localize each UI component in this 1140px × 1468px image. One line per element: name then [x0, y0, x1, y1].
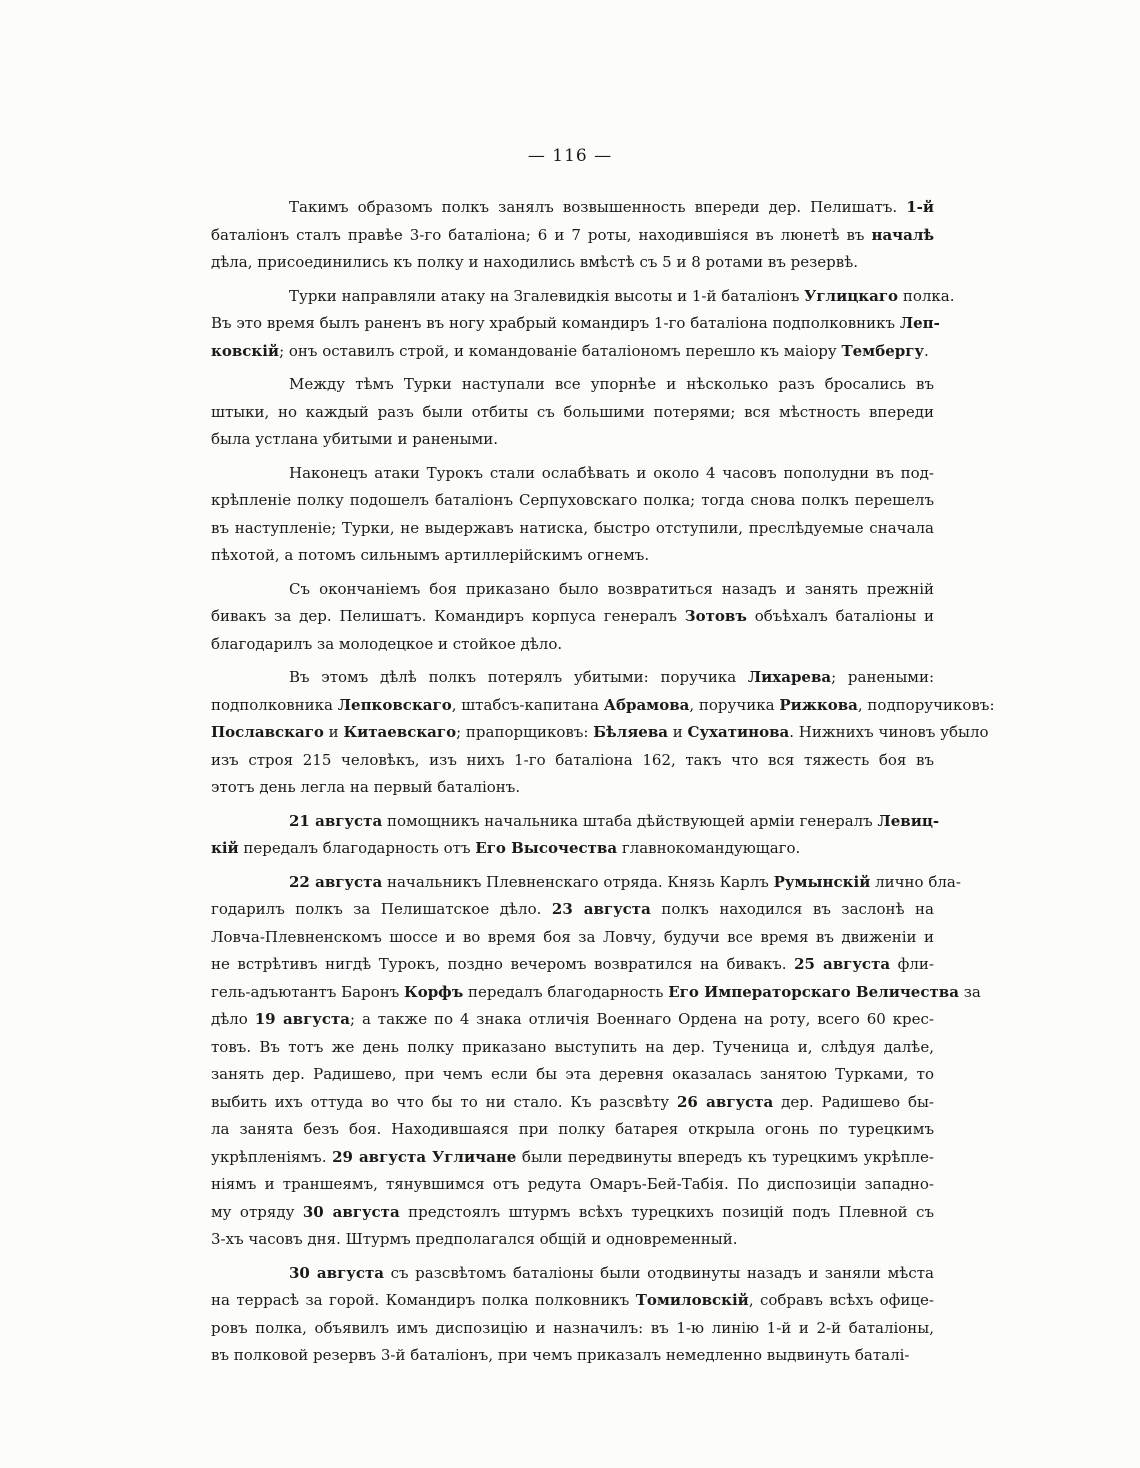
text-run: Румынскій [773, 872, 871, 891]
text-run: Томиловскій [635, 1291, 749, 1309]
paragraph [211, 576, 934, 659]
text-line [211, 249, 934, 277]
text-run: 29 августа Угличане [332, 1147, 517, 1166]
text-run: выбить ихъ оттуда во что бы то ни стало. Къ разсвѣту [211, 1092, 677, 1111]
text-line [211, 576, 934, 604]
text-line [211, 924, 934, 952]
text-line [211, 460, 934, 488]
text-line [211, 1144, 934, 1172]
text-run: ; а также по 4 знака отличія Военнаго Ордена на роту, всего 60 крес- [350, 1010, 934, 1028]
text-line [211, 1116, 934, 1144]
text-line [211, 747, 934, 775]
text-run: въ наступленіе; Турки, не выдержавъ натиска, быстро отступили, преслѣдуемые сначала [211, 518, 934, 537]
text-line [211, 774, 934, 802]
text-line [211, 1199, 934, 1227]
text-run: Сухатинова [687, 723, 790, 741]
text-run: Рижкова [779, 695, 858, 714]
text-run: товъ. Въ тотъ же день полку приказано выступить на дер. Тученица и, слѣдуя далѣе, [211, 1037, 934, 1056]
text-line [211, 1260, 934, 1288]
text-run: му отряду [211, 1202, 303, 1221]
text-run: Въ этомъ дѣлѣ полкъ потерялъ убитыми: поручика [289, 668, 748, 686]
text-run: ковскій [211, 341, 280, 360]
text-run: дер. Радишево бы- [773, 1092, 934, 1111]
text-run: ; ранеными: [831, 668, 934, 686]
text-run: Турки направляли атаку на Згалевидкія высоты и 1-й баталіонъ [289, 286, 805, 305]
text-line [211, 222, 934, 250]
text-line [211, 194, 934, 222]
text-line [211, 1006, 934, 1034]
text-line [211, 835, 934, 863]
text-run: , собравъ всѣхъ офице- [748, 1291, 935, 1309]
paragraph [211, 869, 981, 1254]
text-run: фли- [890, 955, 934, 973]
text-run: полкъ находился въ заслонѣ на [650, 900, 934, 918]
text-line [211, 1034, 934, 1062]
text-line [211, 283, 955, 311]
text-run: 19 августа [254, 1010, 351, 1028]
text-run: за [958, 982, 981, 1001]
text-run: передалъ благодарность отъ [238, 839, 476, 857]
text-run: дѣло [211, 1010, 255, 1028]
paragraph [211, 283, 955, 366]
text-run: дѣла, присоединились къ полку и находились вмѣстѣ съ 5 и 8 ротами въ резервѣ. [211, 253, 859, 271]
text-run: и [323, 723, 344, 741]
text-line [211, 542, 934, 570]
text-run: 25 августа [794, 955, 891, 973]
text-run: лично бла- [870, 872, 961, 891]
text-run: укрѣпленіямъ. [211, 1147, 333, 1166]
text-run: . [924, 341, 929, 360]
body-text [211, 194, 995, 1370]
text-run: съ разсвѣтомъ баталіоны были отодвинуты назадъ и заняли мѣста [384, 1263, 934, 1282]
text-run: Съ окончаніемъ боя приказано было возвратиться назадъ и занять прежній [289, 579, 934, 598]
text-run: Тембергу [841, 341, 925, 360]
text-run: ; прапорщиковъ: [456, 723, 594, 741]
text-run: Бѣляева [593, 723, 668, 741]
text-run: были передвинуты впередъ къ турецкимъ укрѣпле- [516, 1147, 934, 1166]
text-line [211, 1226, 934, 1254]
text-run: въ полковой резервъ 3-й баталіонъ, при чемъ приказалъ немедленно выдвинуть баталі- [211, 1346, 910, 1364]
text-run: и [667, 723, 688, 741]
text-line [211, 1287, 934, 1315]
text-line [211, 1342, 934, 1370]
text-run: гель-адъютантъ Баронъ [211, 982, 405, 1001]
text-run: кій [211, 839, 239, 857]
text-run: крѣпленіе полку подошелъ баталіонъ Серпуховскаго полка; тогда снова полкъ перешелъ [211, 491, 934, 509]
text-line [211, 692, 995, 720]
text-run: 30 августа [289, 1263, 385, 1282]
text-run: ; онъ оставилъ строй, и командованіе баталіономъ перешло къ маіору [279, 341, 842, 360]
paragraph [211, 460, 934, 570]
text-line [211, 603, 934, 631]
text-line [211, 979, 981, 1007]
text-run: Между тѣмъ Турки наступали все упорнѣе и нѣсколько разъ бросались въ [289, 375, 934, 393]
text-run: предстоялъ штурмъ всѣхъ турецкихъ позицій подъ Плевной съ [399, 1202, 934, 1221]
text-run: была устлана убитыми и ранеными. [211, 430, 498, 448]
text-run: годарилъ полкъ за Пелишатское дѣло. [211, 900, 552, 918]
text-line [211, 1061, 934, 1089]
text-run: 1-й [906, 198, 934, 216]
text-line [211, 1171, 934, 1199]
text-run: подполковника [211, 695, 338, 714]
paragraph [211, 194, 934, 277]
text-run: Его Высочества [475, 839, 618, 857]
text-run: ла занята безъ боя. Находившаяся при полку батарея открыла огонь по турецкимъ [211, 1120, 934, 1138]
text-run: 21 августа [289, 811, 383, 830]
paragraph [211, 664, 995, 802]
text-line [211, 631, 934, 659]
text-run: Такимъ образомъ полкъ занялъ возвышенность впереди дер. Пелишатъ. [289, 198, 907, 216]
text-line [211, 1315, 934, 1343]
text-run: , поручика [689, 695, 780, 714]
text-line [211, 515, 934, 543]
text-line [211, 896, 934, 924]
text-run: главнокомандующаго. [617, 839, 801, 857]
text-run: штыки, но каждый разъ были отбиты съ большими потерями; вся мѣстность впереди [211, 402, 934, 421]
text-run: помощникъ начальника штаба дѣйствующей арміи генералъ [382, 811, 878, 830]
text-line [211, 1089, 934, 1117]
text-run: Китаевскаго [343, 723, 457, 741]
text-run: ровъ полка, объявилъ имъ диспозицію и назначилъ: въ 1-ю линію 1-й и 2-й баталіоны, [211, 1318, 934, 1337]
text-run: , штабсъ-капитана [451, 695, 604, 714]
paragraph [211, 808, 940, 863]
text-run: изъ строя 215 человѣкъ, изъ нихъ 1-го баталіона 162, такъ что вся тяжесть боя въ [211, 750, 934, 769]
text-line [211, 338, 934, 366]
text-run: Его Императорскаго Величества [668, 982, 959, 1001]
text-run: занять дер. Радишево, при чемъ если бы эта деревня оказалась занятою Турками, то [211, 1065, 934, 1083]
text-run: , подпоручиковъ: [857, 695, 995, 714]
text-run: этотъ день легла на первый баталіонъ. [211, 778, 521, 796]
text-run: Ловча-Плевненскомъ шоссе и во время боя за Ловчу, будучи все время въ движеніи и [211, 927, 934, 946]
text-run: 3-хъ часовъ дня. Штурмъ предполагался общій и одновременный. [211, 1230, 738, 1248]
text-run: баталіонъ сталъ правѣе 3-го баталіона; 6 и 7 роты, находившіяся въ люнетѣ въ [211, 225, 872, 244]
text-line [211, 371, 934, 399]
text-run: передалъ благодарность [463, 982, 669, 1001]
text-line [211, 426, 934, 454]
text-run: на террасѣ за горой. Командиръ полка полковникъ [211, 1291, 636, 1309]
text-run: 30 августа [302, 1202, 400, 1221]
text-line [211, 951, 934, 979]
text-run: объѣхалъ баталіоны и [746, 607, 934, 625]
text-run: Лепковскаго [337, 695, 452, 714]
text-run: . Нижнихъ чиновъ убыло [789, 723, 989, 741]
text-run: пѣхотой, а потомъ сильнымъ артиллерійскимъ огнемъ. [211, 546, 650, 564]
text-line [211, 310, 940, 338]
text-run: Корфъ [404, 982, 464, 1001]
text-run: Лихарева [747, 668, 832, 686]
text-run: не встрѣтивъ нигдѣ Турокъ, поздно вечеромъ возвратился на бивакъ. [211, 955, 795, 973]
text-run: ніямъ и траншеямъ, тянувшимся отъ редута Омаръ-Бей-Табія. По диспозиціи западно- [211, 1175, 934, 1193]
text-run: 26 августа [676, 1092, 774, 1111]
text-line [211, 399, 934, 427]
text-run: Въ это время былъ раненъ въ ногу храбрый командиръ 1-го баталіона подполковникъ [211, 314, 900, 332]
text-run: началѣ [871, 225, 934, 244]
text-run: Пославскаго [211, 723, 324, 741]
text-line [211, 808, 940, 836]
text-line [211, 869, 961, 897]
text-run: 23 августа [551, 900, 651, 918]
text-run: благодарилъ за молодецкое и стойкое дѣло. [211, 634, 563, 653]
page-number: — 116 — [527, 146, 613, 166]
text-run: Леп- [899, 314, 940, 332]
paragraph [211, 1260, 934, 1370]
text-run: Наконецъ атаки Турокъ стали ослабѣвать и около 4 часовъ пополудни въ под- [289, 463, 934, 482]
text-line [211, 719, 989, 747]
text-run: начальникъ Плевненскаго отряда. Князь Карлъ [382, 872, 774, 891]
text-run: Абрамова [603, 695, 690, 714]
text-run: 22 августа [289, 872, 383, 891]
text-run: Зотовъ [684, 607, 747, 625]
text-run: Углицкаго [804, 286, 899, 305]
text-run: бивакъ за дер. Пелишатъ. Командиръ корпуса генералъ [211, 607, 685, 625]
text-run: Левиц- [877, 811, 940, 830]
paragraph [211, 371, 934, 454]
text-line [211, 664, 934, 692]
text-run: полка. [898, 286, 955, 305]
text-line [211, 487, 934, 515]
